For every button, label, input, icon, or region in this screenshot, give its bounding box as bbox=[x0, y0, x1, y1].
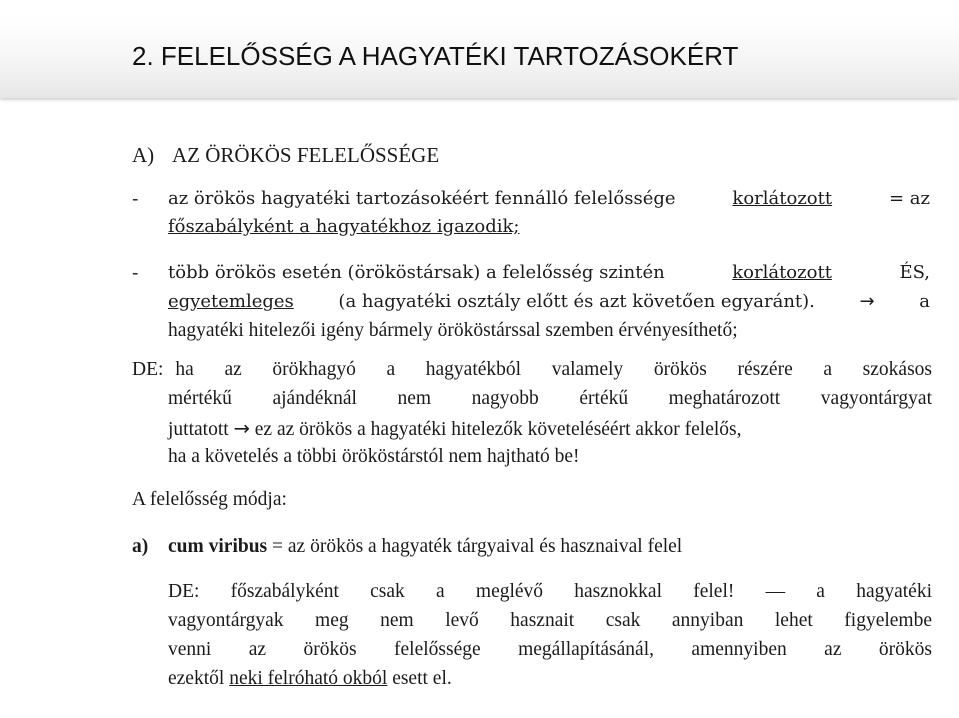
mode-label: A felelősség módja: bbox=[132, 489, 287, 510]
item-a-de-esett: esett el. bbox=[392, 668, 452, 689]
item2-text-c: ÉS, bbox=[899, 262, 930, 283]
item2-egyetemleges: egyetemleges bbox=[168, 291, 294, 312]
item2-text-a: több örökös esetén (örököstársak) a felelősség szintén bbox=[168, 262, 665, 283]
item1-line1 bbox=[168, 188, 930, 209]
item2-text-b: (a hagyatéki osztály előtt és azt követően egyaránt). bbox=[338, 291, 815, 312]
item1-text-a: az örökös hagyatéki tartozásokéért fennálló felelőssége bbox=[168, 188, 676, 209]
item-a-de-line4 bbox=[168, 668, 452, 690]
item-a-de-line1: DE: főszabályként csak a meglévő hasznokkal felel! — a hagyatéki bbox=[168, 581, 932, 602]
de-line1 bbox=[132, 359, 932, 381]
de-line4: ha a követelés a többi örököstárstól nem hajtható be! bbox=[168, 446, 580, 467]
item-a-de-line2: vagyontárgyak meg nem levő hasznait csak annyiban lehet figyelembe bbox=[168, 610, 932, 631]
section-marker: A) bbox=[132, 143, 155, 167]
section-heading-text: AZ ÖRÖKÖS FELELŐSSÉGE bbox=[172, 143, 440, 167]
bullet-dash: - bbox=[132, 262, 139, 284]
bullet-dash: - bbox=[132, 188, 139, 210]
item2-line2 bbox=[168, 291, 930, 312]
slide-title: 2. FELELŐSSÉG A HAGYATÉKI TARTOZÁSOKÉRT bbox=[132, 41, 739, 71]
de-text3b: ez az örökös a hagyatéki hitelezők követeléséért akkor felelős, bbox=[254, 419, 742, 440]
item2-line3: hagyatéki hitelezői igény bármely örököstárssal szemben érvényesíthető; bbox=[168, 320, 738, 341]
section-heading bbox=[132, 143, 439, 168]
item-a-marker: a) bbox=[132, 536, 149, 557]
de-text3a: juttatott bbox=[168, 419, 229, 440]
item2-text-c2: a bbox=[919, 291, 930, 312]
arrow-icon: → bbox=[859, 291, 875, 312]
item-a-bold: cum viribus bbox=[168, 536, 268, 557]
de-line3 bbox=[168, 417, 742, 441]
item-a-line bbox=[132, 536, 682, 558]
item2-korlatozott: korlátozott bbox=[732, 262, 832, 283]
arrow-icon: → bbox=[233, 417, 250, 440]
item1-text-c: = az bbox=[888, 188, 930, 209]
item-a-de-felrohato: neki felróható okból bbox=[229, 668, 388, 689]
de-line2: mértékű ajándéknál nem nagyobb értékű meghatározott vagyontárgyat bbox=[168, 388, 932, 409]
de-label: DE: bbox=[132, 359, 164, 380]
item-a-de-line3: venni az örökös felelőssége megállapításánál, amennyiben az örökös bbox=[168, 639, 932, 660]
item-a-de-ezektol: ezektől bbox=[168, 668, 225, 689]
item-a-rest: = az örökös a hagyaték tárgyaival és hasznaival felel bbox=[272, 536, 683, 557]
item2-line1 bbox=[168, 262, 930, 283]
de-text1: ha az örökhagyó a hagyatékból valamely örökös részére a szokásos bbox=[175, 359, 932, 380]
item1-line2: főszabályként a hagyatékhoz igazodik; bbox=[168, 216, 520, 237]
item1-korlatozott: korlátozott bbox=[732, 188, 833, 209]
